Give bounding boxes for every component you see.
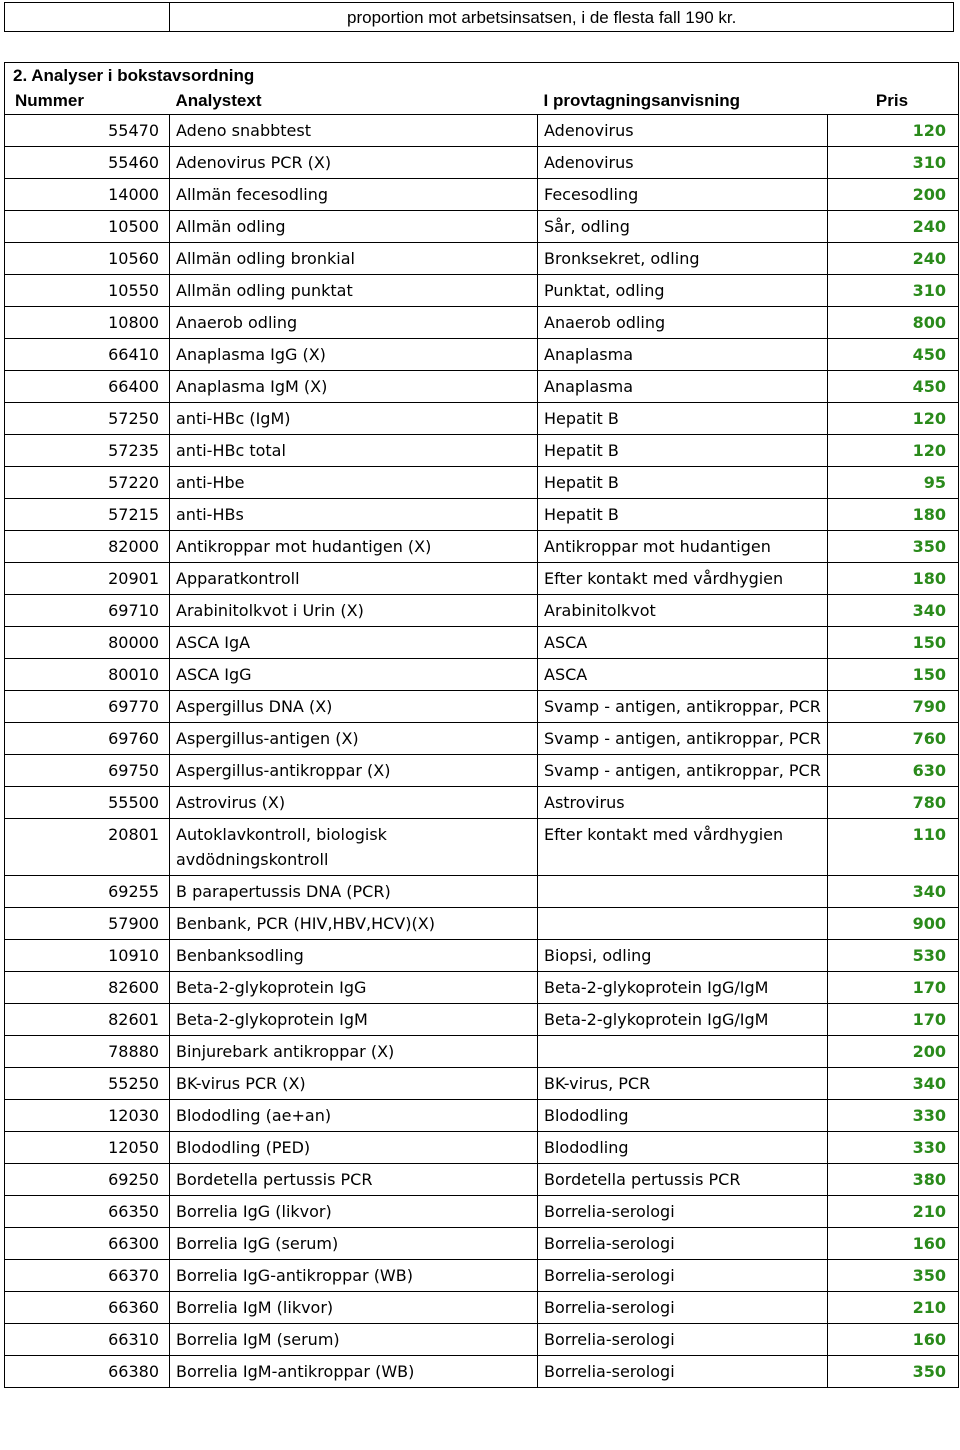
row-price: 310 (828, 147, 959, 179)
row-number: 69710 (5, 595, 170, 627)
row-analysis-text: Adenovirus PCR (X) (170, 147, 538, 179)
row-analysis-text: Borrelia IgG (serum) (170, 1228, 538, 1260)
table-row (5, 499, 959, 531)
row-analysis-text: Antikroppar mot hudantigen (X) (170, 531, 538, 563)
row-price: 240 (828, 243, 959, 275)
row-analysis-text: Borrelia IgG-antikroppar (WB) (170, 1260, 538, 1292)
table-row (5, 1292, 959, 1324)
row-reference: Svamp - antigen, antikroppar, PCR (538, 691, 828, 723)
row-analysis-text: B parapertussis DNA (PCR) (170, 876, 538, 908)
row-number: 10550 (5, 275, 170, 307)
row-analysis-text: anti-HBc (IgM) (170, 403, 538, 435)
continued-text: proportion mot arbetsinsatsen, i de flesta fall 190 kr. (347, 8, 737, 27)
table-row (5, 1228, 959, 1260)
row-reference: Blododling (538, 1100, 828, 1132)
table-row (5, 940, 959, 972)
row-number: 66360 (5, 1292, 170, 1324)
row-number: 20801 (5, 819, 170, 876)
row-analysis-text: Allmän odling (170, 211, 538, 243)
table-row (5, 1356, 959, 1388)
table-row (5, 691, 959, 723)
row-number: 69760 (5, 723, 170, 755)
row-analysis-text: Anaplasma IgG (X) (170, 339, 538, 371)
row-analysis-text: anti-HBc total (170, 435, 538, 467)
row-analysis-text: Beta-2-glykoprotein IgG (170, 972, 538, 1004)
row-price: 790 (828, 691, 959, 723)
table-row (5, 403, 959, 435)
row-price: 380 (828, 1164, 959, 1196)
row-analysis-text: Allmän odling punktat (170, 275, 538, 307)
row-analysis-text: Allmän fecesodling (170, 179, 538, 211)
header-row (5, 88, 959, 115)
row-reference: Svamp - antigen, antikroppar, PCR (538, 755, 828, 787)
row-analysis-text: Borrelia IgM (serum) (170, 1324, 538, 1356)
row-reference: ASCA (538, 627, 828, 659)
row-analysis-text: Bordetella pertussis PCR (170, 1164, 538, 1196)
row-reference: ASCA (538, 659, 828, 691)
row-reference: Fecesodling (538, 179, 828, 211)
table-row (5, 595, 959, 627)
row-price: 120 (828, 435, 959, 467)
row-price: 900 (828, 908, 959, 940)
row-reference (538, 876, 828, 908)
table-row (5, 243, 959, 275)
table-row (5, 908, 959, 940)
row-number: 10800 (5, 307, 170, 339)
row-analysis-text: Anaerob odling (170, 307, 538, 339)
row-price: 150 (828, 659, 959, 691)
row-reference (538, 908, 828, 940)
table-row (5, 435, 959, 467)
row-price: 110 (828, 819, 959, 876)
row-analysis-text: Beta-2-glykoprotein IgM (170, 1004, 538, 1036)
table-row (5, 339, 959, 371)
row-number: 55470 (5, 115, 170, 147)
row-analysis-text: Aspergillus-antigen (X) (170, 723, 538, 755)
row-price: 450 (828, 371, 959, 403)
row-price: 330 (828, 1100, 959, 1132)
row-number: 20901 (5, 563, 170, 595)
row-number: 57235 (5, 435, 170, 467)
table-row (5, 563, 959, 595)
row-price: 800 (828, 307, 959, 339)
row-reference: Beta-2-glykoprotein IgG/IgM (538, 972, 828, 1004)
table-row (5, 1260, 959, 1292)
section-title-row (5, 63, 959, 89)
row-analysis-text: ASCA IgG (170, 659, 538, 691)
row-number: 80010 (5, 659, 170, 691)
row-reference: Hepatit B (538, 435, 828, 467)
row-analysis-text: anti-HBs (170, 499, 538, 531)
row-reference: Borrelia-serologi (538, 1356, 828, 1388)
row-reference: Anaplasma (538, 371, 828, 403)
row-price: 340 (828, 595, 959, 627)
row-price: 530 (828, 940, 959, 972)
row-analysis-text: Blododling (ae+an) (170, 1100, 538, 1132)
row-price: 450 (828, 339, 959, 371)
header-price: Pris (828, 88, 959, 115)
table-row (5, 1196, 959, 1228)
row-analysis-text: Adeno snabbtest (170, 115, 538, 147)
table-row (5, 1036, 959, 1068)
row-price: 350 (828, 1260, 959, 1292)
table-row (5, 659, 959, 691)
table-row (5, 1100, 959, 1132)
row-analysis-text: Borrelia IgM (likvor) (170, 1292, 538, 1324)
row-number: 78880 (5, 1036, 170, 1068)
row-price: 180 (828, 499, 959, 531)
row-reference: Arabinitolkvot (538, 595, 828, 627)
row-number: 69250 (5, 1164, 170, 1196)
row-number: 82600 (5, 972, 170, 1004)
row-price: 210 (828, 1292, 959, 1324)
row-analysis-text: Blododling (PED) (170, 1132, 538, 1164)
row-price: 630 (828, 755, 959, 787)
row-reference: Hepatit B (538, 467, 828, 499)
table-row (5, 467, 959, 499)
row-price: 150 (828, 627, 959, 659)
row-number: 57250 (5, 403, 170, 435)
table-row (5, 755, 959, 787)
row-analysis-text: Aspergillus DNA (X) (170, 691, 538, 723)
row-number: 66400 (5, 371, 170, 403)
row-number: 10560 (5, 243, 170, 275)
row-reference: Beta-2-glykoprotein IgG/IgM (538, 1004, 828, 1036)
row-reference: Efter kontakt med vårdhygien (538, 563, 828, 595)
row-reference: Anaplasma (538, 339, 828, 371)
row-number: 66380 (5, 1356, 170, 1388)
row-price: 760 (828, 723, 959, 755)
row-analysis-text: BK-virus PCR (X) (170, 1068, 538, 1100)
row-analysis-text: Binjurebark antikroppar (X) (170, 1036, 538, 1068)
table-row (5, 1324, 959, 1356)
table-row (5, 211, 959, 243)
row-price: 350 (828, 1356, 959, 1388)
table-row (5, 1164, 959, 1196)
row-reference: Borrelia-serologi (538, 1324, 828, 1356)
row-price: 160 (828, 1228, 959, 1260)
table-row (5, 307, 959, 339)
row-price: 170 (828, 972, 959, 1004)
row-reference: Bronksekret, odling (538, 243, 828, 275)
row-price: 210 (828, 1196, 959, 1228)
table-row (5, 147, 959, 179)
table-row (5, 115, 959, 147)
row-reference: Borrelia-serologi (538, 1260, 828, 1292)
table-row (5, 531, 959, 563)
table-row (5, 972, 959, 1004)
table-row (5, 275, 959, 307)
row-price: 200 (828, 1036, 959, 1068)
row-price: 340 (828, 876, 959, 908)
row-analysis-text: Astrovirus (X) (170, 787, 538, 819)
row-number: 55250 (5, 1068, 170, 1100)
table-row (5, 1132, 959, 1164)
row-price: 95 (828, 467, 959, 499)
row-reference: Hepatit B (538, 403, 828, 435)
column-divider (169, 3, 170, 31)
row-number: 10910 (5, 940, 170, 972)
row-number: 69750 (5, 755, 170, 787)
row-analysis-text: Anaplasma IgM (X) (170, 371, 538, 403)
row-reference: Borrelia-serologi (538, 1196, 828, 1228)
row-analysis-text: Autoklavkontroll, biologisk avdödningskontroll (170, 819, 538, 876)
row-number: 66370 (5, 1260, 170, 1292)
row-reference: Antikroppar mot hudantigen (538, 531, 828, 563)
row-price: 340 (828, 1068, 959, 1100)
header-number: Nummer (5, 88, 170, 115)
row-number: 14000 (5, 179, 170, 211)
row-number: 66350 (5, 1196, 170, 1228)
row-number: 57900 (5, 908, 170, 940)
row-number: 55460 (5, 147, 170, 179)
table-row (5, 819, 959, 876)
analysis-table (4, 62, 959, 1388)
row-analysis-text: Aspergillus-antikroppar (X) (170, 755, 538, 787)
row-price: 330 (828, 1132, 959, 1164)
table-row (5, 371, 959, 403)
table-row (5, 627, 959, 659)
row-reference: Blododling (538, 1132, 828, 1164)
section-title: 2. Analyser i bokstavsordning (13, 66, 255, 85)
row-price: 200 (828, 179, 959, 211)
row-reference: BK-virus, PCR (538, 1068, 828, 1100)
header-reference: I provtagningsanvisning (538, 88, 828, 115)
row-number: 12050 (5, 1132, 170, 1164)
row-analysis-text: Allmän odling bronkial (170, 243, 538, 275)
row-reference: Adenovirus (538, 115, 828, 147)
row-price: 310 (828, 275, 959, 307)
row-reference: Borrelia-serologi (538, 1292, 828, 1324)
row-price: 160 (828, 1324, 959, 1356)
table-row (5, 179, 959, 211)
row-price: 240 (828, 211, 959, 243)
row-number: 10500 (5, 211, 170, 243)
row-reference: Hepatit B (538, 499, 828, 531)
row-number: 66410 (5, 339, 170, 371)
row-reference (538, 1036, 828, 1068)
row-analysis-text: Apparatkontroll (170, 563, 538, 595)
row-reference: Punktat, odling (538, 275, 828, 307)
row-number: 80000 (5, 627, 170, 659)
row-number: 66300 (5, 1228, 170, 1260)
row-reference: Efter kontakt med vårdhygien (538, 819, 828, 876)
row-number: 82601 (5, 1004, 170, 1036)
row-price: 180 (828, 563, 959, 595)
table-row (5, 1004, 959, 1036)
row-number: 55500 (5, 787, 170, 819)
row-analysis-text: Benbank, PCR (HIV,HBV,HCV)(X) (170, 908, 538, 940)
row-price: 780 (828, 787, 959, 819)
row-reference: Biopsi, odling (538, 940, 828, 972)
row-reference: Anaerob odling (538, 307, 828, 339)
row-price: 170 (828, 1004, 959, 1036)
row-price: 120 (828, 115, 959, 147)
table-row (5, 1068, 959, 1100)
table-row (5, 723, 959, 755)
row-analysis-text: Borrelia IgG (likvor) (170, 1196, 538, 1228)
row-number: 82000 (5, 531, 170, 563)
row-reference: Astrovirus (538, 787, 828, 819)
row-reference: Bordetella pertussis PCR (538, 1164, 828, 1196)
row-analysis-text: ASCA IgA (170, 627, 538, 659)
table-row (5, 876, 959, 908)
row-reference: Svamp - antigen, antikroppar, PCR (538, 723, 828, 755)
row-analysis-text: Borrelia IgM-antikroppar (WB) (170, 1356, 538, 1388)
header-analysis-text: Analystext (170, 88, 538, 115)
table-row (5, 787, 959, 819)
row-price: 120 (828, 403, 959, 435)
row-reference: Adenovirus (538, 147, 828, 179)
row-analysis-text: Benbanksodling (170, 940, 538, 972)
row-reference: Sår, odling (538, 211, 828, 243)
continued-table-fragment (4, 2, 954, 32)
row-number: 12030 (5, 1100, 170, 1132)
row-analysis-text: Arabinitolkvot i Urin (X) (170, 595, 538, 627)
row-number: 66310 (5, 1324, 170, 1356)
row-reference: Borrelia-serologi (538, 1228, 828, 1260)
row-price: 350 (828, 531, 959, 563)
row-analysis-text: anti-Hbe (170, 467, 538, 499)
row-number: 57220 (5, 467, 170, 499)
row-number: 69255 (5, 876, 170, 908)
row-number: 57215 (5, 499, 170, 531)
row-number: 69770 (5, 691, 170, 723)
